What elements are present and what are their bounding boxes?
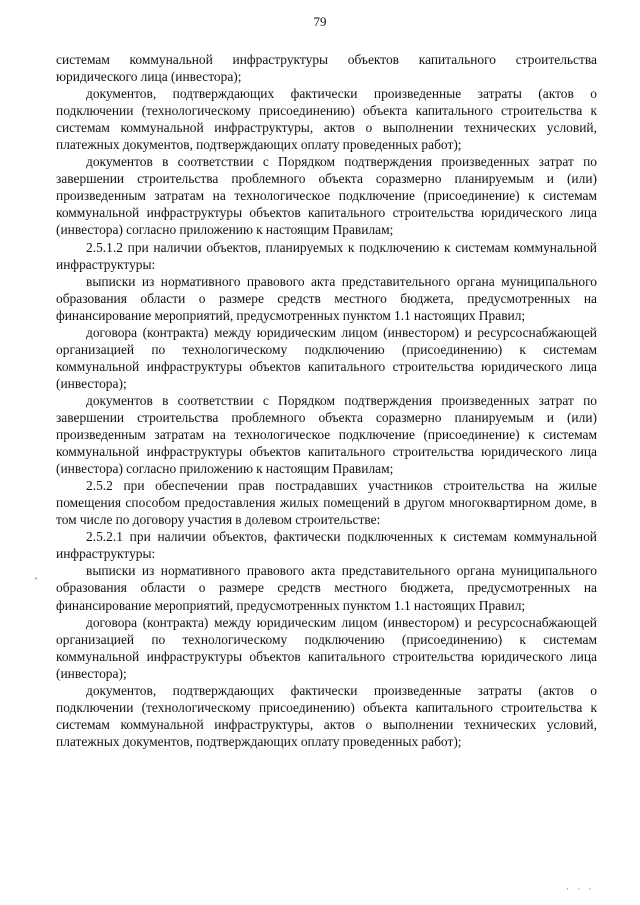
paragraph-4: 2.5.1.2 при наличии объектов, планируемых к подключению к системам коммунальной инфраструктуры: <box>56 239 597 272</box>
paragraph-12: документов, подтверждающих фактически произведенные затраты (актов о подключении (технологическому присоединению) объекта капитального строительства к системам коммунальной инфраструктуры, актов о выполнении технических условий, платежных документов, подтверждающих оплату проведенных работ); <box>56 682 597 749</box>
paragraph-7: документов в соответствии с Порядком подтверждения произведенных затрат по завершении строительства проблемного объекта соразмерно планируемым и (или) произведенным затратам на технологическое подключение (присоединение) к системам коммунальной инфраструктуры объектов капитального строительства юридического лица (инвестора) согласно приложению к настоящим Правилам; <box>56 392 597 477</box>
paragraph-5: выписки из нормативного правового акта представительного органа муниципального образования области о размере средств местного бюджета, предусмотренных на финансирование мероприятий, предусмотренных пунктом 1.1 настоящих Правил; <box>56 273 597 323</box>
page-number: 79 <box>313 14 327 29</box>
scan-mark-bottom: · · · <box>566 884 595 894</box>
paragraph-10: выписки из нормативного правового акта представительного органа муниципального образования области о размере средств местного бюджета, предусмотренных на финансирование мероприятий, предусмотренных пунктом 1.1 настоящих Правил; <box>56 563 597 613</box>
paragraph-11: договора (контракта) между юридическим лицом (инвестором) и ресурсоснабжающей организацией по технологическому подключению (присоединению) к системам коммунальной инфраструктуры объектов капитального строительства юридического лица (инвестора); <box>56 614 597 681</box>
paragraph-3: документов в соответствии с Порядком подтверждения произведенных затрат по завершении строительства проблемного объекта соразмерно планируемым и (или) произведенным затратам на технологическое подключение (присоединение) к системам коммунальной инфраструктуры объектов капитального строительства юридического лица (инвестора) согласно приложению к настоящим Правилам; <box>56 154 597 238</box>
paragraph-9: 2.5.2.1 при наличии объектов, фактически подключенных к системам коммунальной инфраструктуры: <box>56 529 597 562</box>
scan-mark-left: ` <box>34 575 38 589</box>
document-body <box>56 51 597 750</box>
paragraph-2: документов, подтверждающих фактически произведенные затраты (актов о подключении (технологическому присоединению) объекта капитального строительства к системам коммунальной инфраструктуры, актов о выполнении технических условий, платежных документов, подтверждающих оплату проведенных работ); <box>56 86 597 153</box>
paragraph-8: 2.5.2 при обеспечении прав пострадавших участников строительства на жилые помещения способом предоставления жилых помещений в другом многоквартирном доме, в том числе по договору участия в долевом строительстве: <box>56 478 597 528</box>
paragraph-1: системам коммунальной инфраструктуры объектов капитального строительства юридического лица (инвестора); <box>56 52 597 85</box>
paragraph-6: договора (контракта) между юридическим лицом (инвестором) и ресурсоснабжающей организацией по технологическому подключению (присоединению) к системам коммунальной инфраструктуры объектов капитального строительства юридического лица (инвестора); <box>56 324 597 391</box>
